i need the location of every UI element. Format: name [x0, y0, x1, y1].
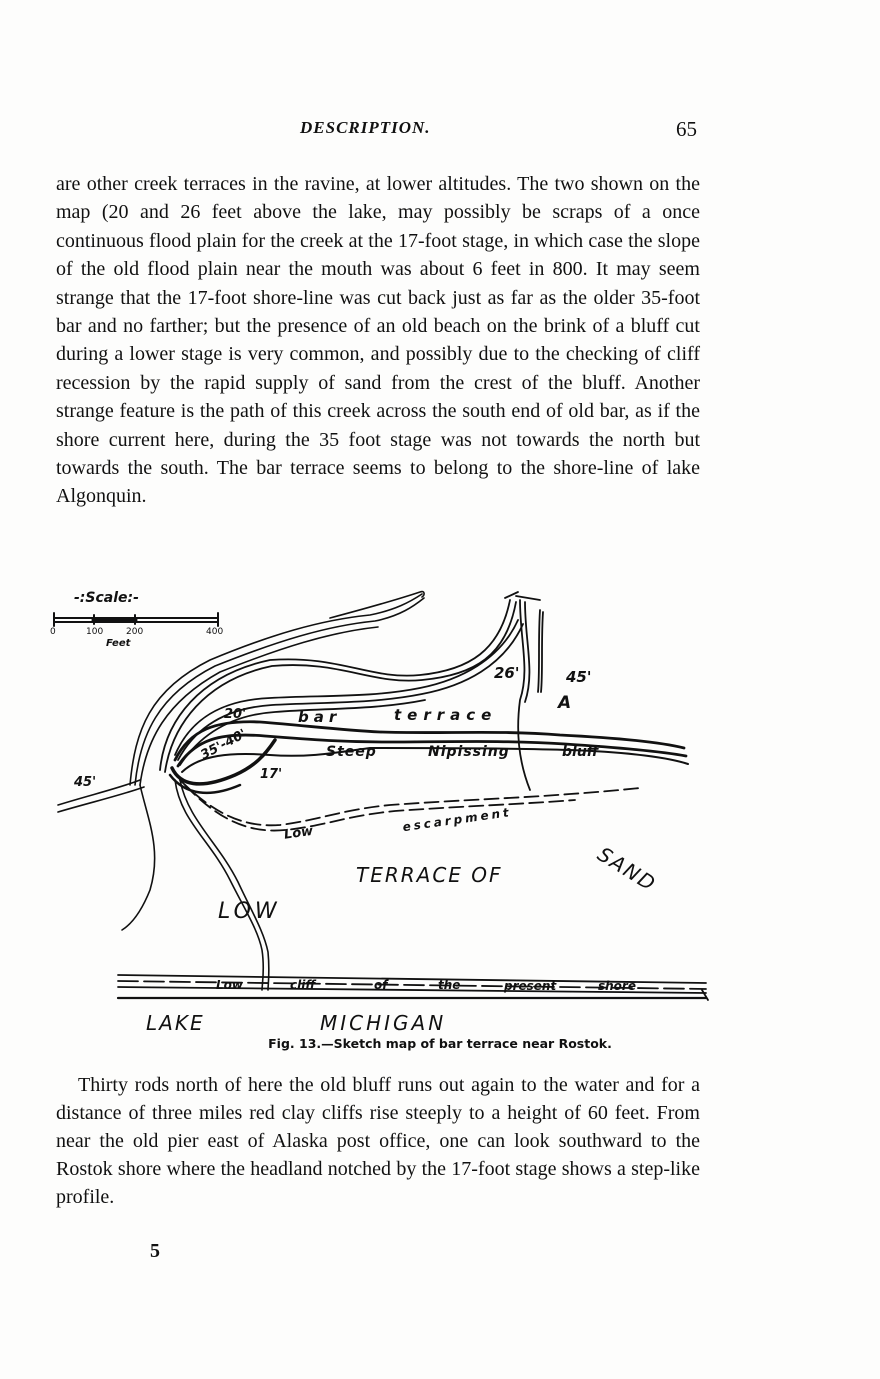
page-number: 65: [676, 117, 697, 141]
label-low-big: LOW: [218, 899, 281, 924]
label-terrace: terrace: [394, 706, 498, 724]
label-cliff: cliff: [290, 978, 316, 992]
label-point-a: A: [558, 693, 572, 713]
label-low-escarpment-low: Low: [283, 823, 315, 843]
label-michigan: MICHIGAN: [320, 1011, 447, 1035]
label-lake: LAKE: [146, 1011, 205, 1035]
label-low-cliff: Low: [216, 978, 243, 992]
scale-tick-400: 400: [206, 627, 224, 637]
label-shore: shore: [598, 979, 636, 993]
label-nipissing: Nipissing: [428, 744, 510, 760]
label-sand: SAND: [593, 841, 662, 897]
label-45-left: 45': [74, 775, 97, 790]
label-steep: Steep: [326, 744, 377, 760]
scale-bar: [54, 613, 218, 626]
label-bluff: bluff: [562, 744, 599, 760]
label-present: present: [504, 979, 557, 993]
label-45-right: 45': [566, 668, 592, 686]
scale-tick-100: 100: [86, 627, 104, 637]
creek-lower: [122, 780, 269, 990]
label-17: 17': [260, 767, 283, 782]
scale-unit: Feet: [106, 638, 131, 649]
paragraph-2: Thirty rods north of here the old bluff runs out again to the water and for a distance of three miles red clay cliffs rise steeply to a height of 60 feet. From near the old pier east of Alaska post office, one can look southward to the Rostok shore where the headland notched by the 17-foot stage shows a step-like profile.: [56, 1074, 700, 1208]
signature-mark: 5: [150, 1240, 160, 1262]
label-of: of: [374, 978, 388, 992]
label-terrace-of: TERRACE OF: [356, 863, 503, 887]
running-header: [0, 118, 880, 148]
label-20: 20': [224, 707, 247, 722]
scale-title: -:Scale:-: [74, 590, 139, 606]
sketch-map: [40, 580, 720, 1040]
label-26: 26': [494, 664, 520, 682]
label-35-40: 35'-40': [198, 726, 250, 764]
label-bar: bar: [298, 708, 342, 726]
sketch-map-figure: [40, 580, 720, 1040]
scale-tick-200: 200: [126, 627, 144, 637]
running-head: DESCRIPTION.: [300, 118, 431, 137]
figure-caption: Fig. 13.—Sketch map of bar terrace near Rostok.: [268, 1036, 612, 1051]
paragraph-1: are other creek terraces in the ravine, at lower altitudes. The two shown on the map (20 and 26 feet above the lake, may possibly be scraps of a once continuous flood plain for the creek at the 17-foot stage, in which case the slope of the old flood plain near the mouth was about 6 feet in 800. It may seem strange that the 17-foot shore-line was cut back just as far as the older 35-foot bar and no farther; but the presence of an old beach on the brink of a bluff cut during a lower stage is very common, and possibly due to the checking of cliff recession by the rapid supply of sand from the crest of the bluff. Another strange feature is the path of this creek across the south end of old bar, as if the shore current here, during the 35 foot stage was not towards the north but towards the south. The bar terrace seems to belong to the shore-line of lake Algonquin.: [56, 173, 700, 508]
scale-tick-0: 0: [50, 627, 56, 637]
label-the: the: [438, 978, 461, 992]
label-escarpment: escarpment: [401, 805, 513, 835]
left-bluff: [58, 780, 144, 812]
